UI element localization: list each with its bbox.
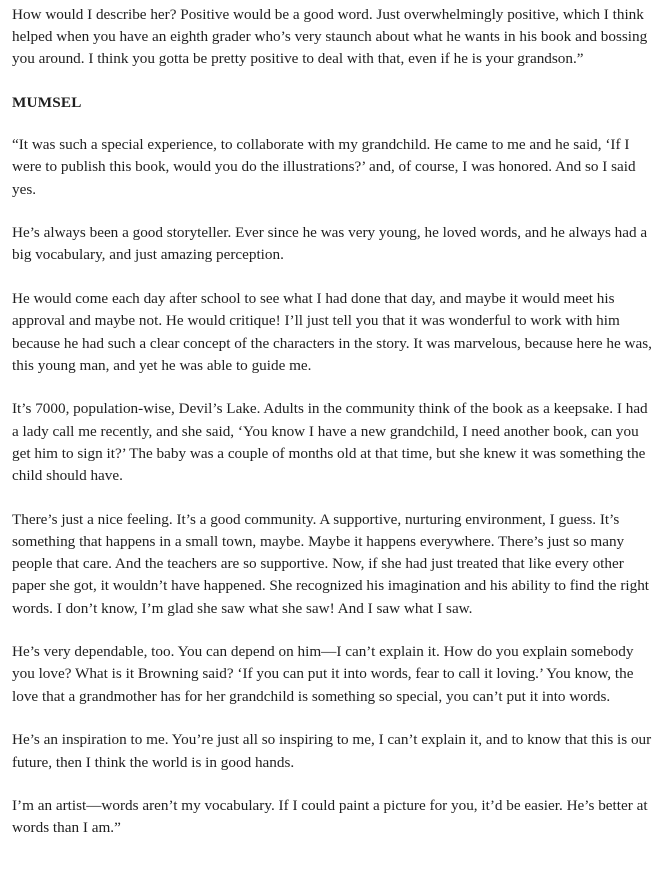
paragraph-1: “It was such a special experience, to collaborate with my grandchild. He came to me and he said, ‘If I were to publish this book, would you do the illustrations?’ and, of course, I was honored. And so I said yes. — [12, 136, 636, 198]
paragraph-2: He’s always been a good storyteller. Ever since he was very young, he loved words, and he always had a big vocabulary, and just amazing perception. — [12, 224, 648, 264]
paragraph-4: It’s 7000, population-wise, Devil’s Lake. Adults in the community think of the book as a keepsake. I had a lady call me recently, and she said, ‘You know I have a new grandchild, I need another book, can you get him to sign it?’ The baby was a couple of months old at that time, but she knew it was something the child should have. — [12, 400, 648, 485]
speaker-heading: MUMSEL — [12, 94, 82, 112]
paragraph-8: I’m an artist—words aren’t my vocabulary. If I could paint a picture for you, it’d be easier. He’s better at words than I am.” — [12, 797, 648, 837]
paragraph-7: He’s an inspiration to me. You’re just all so inspiring to me, I can’t explain it, and to know that this is our future, then I think the world is in good hands. — [12, 731, 652, 771]
paragraph-5: There’s just a nice feeling. It’s a good community. A supportive, nurturing environment, I guess. It’s something that happens in a small town, maybe. Maybe it happens everywhere. There’s just so many people that care. And the teachers are so supportive. Now, if she had just treated that like every other paper she got, it wouldn’t have happened. She recognized his imagination and his ability to find the right words. I don’t know, I’m glad she saw what she saw! And I saw what I saw. — [12, 510, 650, 617]
intro-paragraph: How would I describe her? Positive would be a good word. Just overwhelmingly positive, which I think helped when you have an eighth grader who’s very staunch about what he wants in his book and bossing you around. I think you gotta be pretty positive to deal with that, even if he is your grandson.” — [12, 6, 648, 68]
paragraph-3: He would come each day after school to see what I had done that day, and maybe it would meet his approval and maybe not. He would critique! I’ll just tell you that it was wonderful to work with him because he had such a clear concept of the characters in the story. It was marvelous, because here he was, this young man, and yet he was able to guide me. — [12, 290, 652, 374]
paragraph-6: He’s very dependable, too. You can depend on him—I can’t explain it. How do you explain somebody you love? What is it Browning said? ‘If you can put it into words, fear to call it loving.’ You know, the love that a grandmother has for her grandchild is something so special, you can’t put it into words. — [12, 643, 634, 705]
